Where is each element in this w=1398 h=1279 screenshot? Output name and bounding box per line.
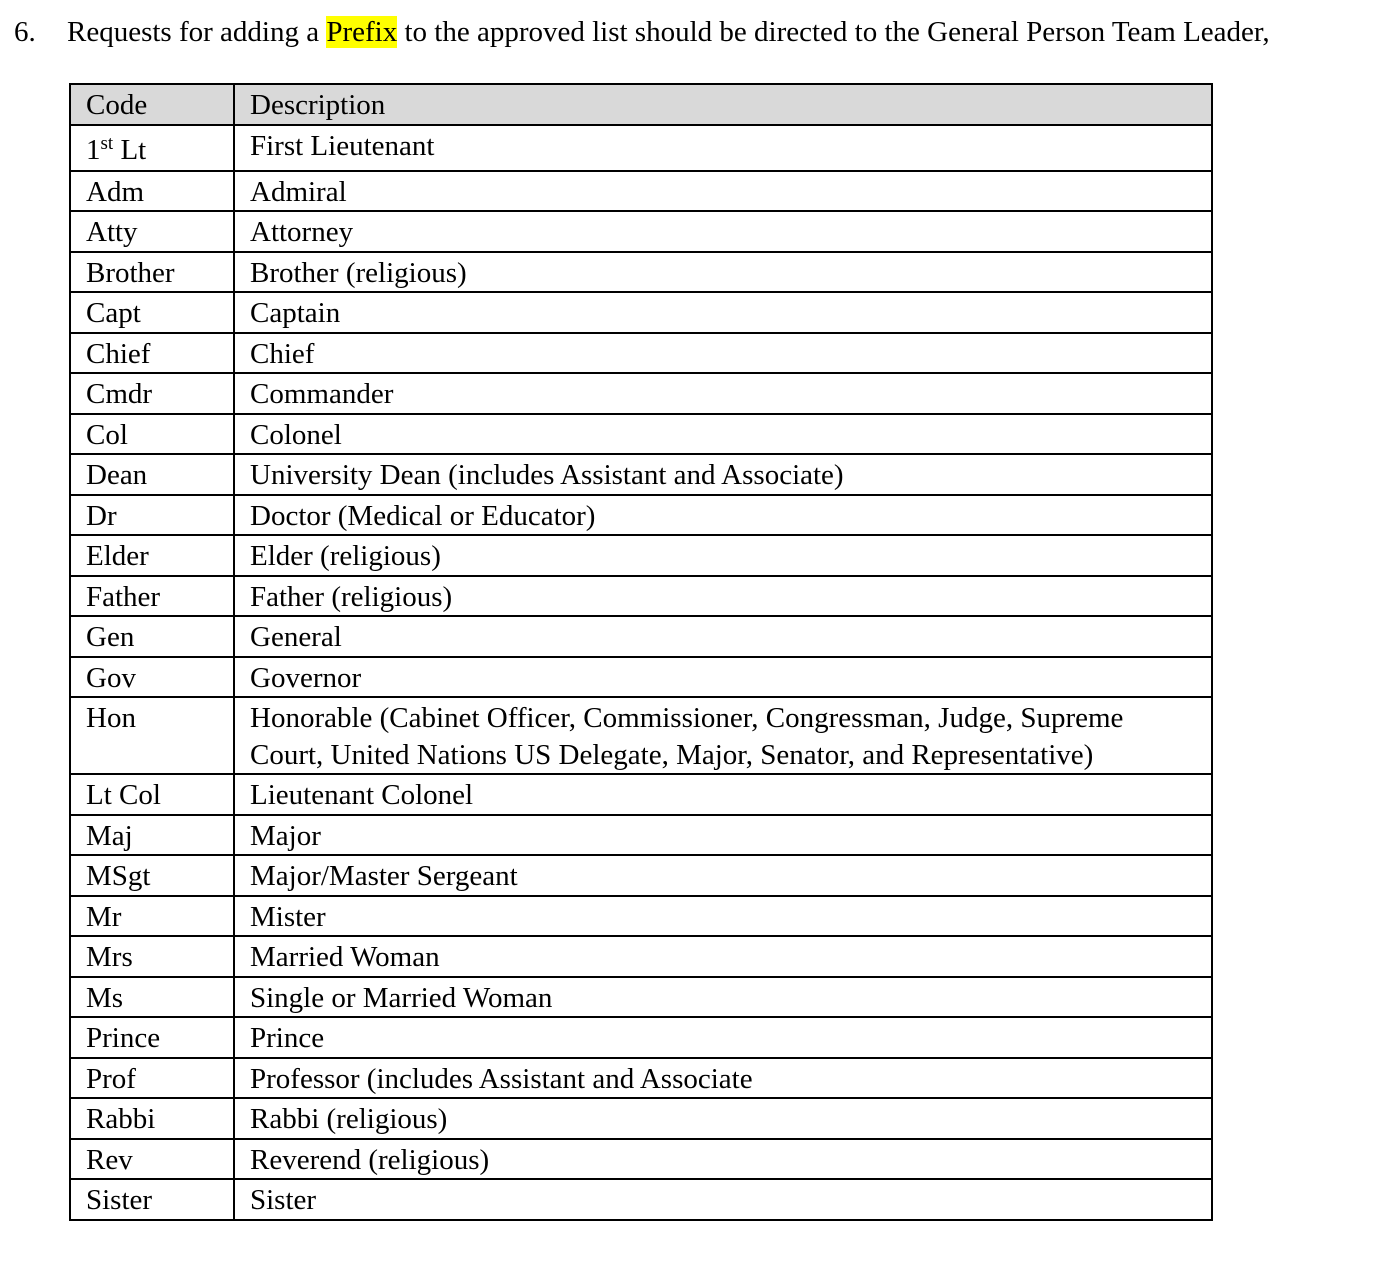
header-description: Description [234,84,1212,125]
description-cell: Doctor (Medical or Educator) [234,495,1212,536]
code-cell: Dr [70,495,234,536]
table-row [70,774,1212,815]
table-row [70,855,1212,896]
code-cell: Elder [70,535,234,576]
code-cell: MSgt [70,855,234,896]
code-cell: Dean [70,454,234,495]
description-cell: Captain [234,292,1212,333]
code-cell: Gov [70,657,234,698]
table-row [70,252,1212,293]
table-row [70,576,1212,617]
code-cell: Rabbi [70,1098,234,1139]
code-cell: Ms [70,977,234,1018]
intro-text-before: Requests for adding a [67,16,327,48]
intro-text-after: to the approved list should be directed to the General Person Team Leader, [397,16,1270,48]
description-cell: Reverend (religious) [234,1139,1212,1180]
code-cell: Cmdr [70,373,234,414]
description-cell: Attorney [234,211,1212,252]
highlighted-term: Prefix [326,16,398,48]
table-row [70,495,1212,536]
description-cell: Professor (includes Assistant and Associate [234,1058,1212,1099]
table-row [70,125,1212,171]
table-row [70,896,1212,937]
code-cell: Sister [70,1179,234,1220]
description-cell: First Lieutenant [234,125,1212,171]
code-cell: Prince [70,1017,234,1058]
table-row [70,815,1212,856]
table-row [70,414,1212,455]
code-cell: Mr [70,896,234,937]
header-code: Code [70,84,234,125]
code-cell: Col [70,414,234,455]
code-cell: Adm [70,171,234,212]
table-row [70,292,1212,333]
table-row [70,454,1212,495]
list-number: 6. [14,16,36,48]
description-cell: Mister [234,896,1212,937]
table-row [70,211,1212,252]
code-superscript: st [100,132,114,154]
description-cell: Chief [234,333,1212,374]
code-cell: Father [70,576,234,617]
description-cell: University Dean (includes Assistant and Associate) [234,454,1212,495]
table-row [70,373,1212,414]
table-row [70,333,1212,374]
table-row [70,657,1212,698]
description-cell: Single or Married Woman [234,977,1212,1018]
description-cell: Married Woman [234,936,1212,977]
table-row [70,697,1212,774]
description-cell: Major [234,815,1212,856]
code-rest: Lt [113,133,147,166]
description-cell: Honorable (Cabinet Officer, Commissioner, Congressman, Judge, Supreme Court, United Nations US Delegate, Major, Senator, and Representative) [234,697,1212,774]
code-cell: Prof [70,1058,234,1099]
description-cell: Governor [234,657,1212,698]
table-row [70,535,1212,576]
description-cell: Sister [234,1179,1212,1220]
table-row [70,1179,1212,1220]
code-cell: Lt Col [70,774,234,815]
table-row [70,616,1212,657]
description-cell: Commander [234,373,1212,414]
intro-paragraph [14,14,1270,50]
code-cell: Maj [70,815,234,856]
description-cell: Elder (religious) [234,535,1212,576]
description-cell: Prince [234,1017,1212,1058]
code-cell: Hon [70,697,234,774]
code-cell: Atty [70,211,234,252]
table-row [70,1017,1212,1058]
description-cell: Major/Master Sergeant [234,855,1212,896]
code-cell: Brother [70,252,234,293]
code-cell: Gen [70,616,234,657]
table-row [70,977,1212,1018]
description-cell: General [234,616,1212,657]
code-cell: Rev [70,1139,234,1180]
description-cell: Colonel [234,414,1212,455]
table-row [70,171,1212,212]
description-cell: Admiral [234,171,1212,212]
code-cell: Chief [70,333,234,374]
description-cell: Father (religious) [234,576,1212,617]
table-row [70,1058,1212,1099]
code-base: 1 [86,133,101,166]
table-body [70,125,1212,1220]
code-cell: Capt [70,292,234,333]
description-cell: Brother (religious) [234,252,1212,293]
table-row [70,1098,1212,1139]
description-cell: Rabbi (religious) [234,1098,1212,1139]
code-cell: Mrs [70,936,234,977]
prefix-table [69,83,1213,1221]
table-row [70,1139,1212,1180]
description-cell: Lieutenant Colonel [234,774,1212,815]
code-cell [70,125,234,171]
table-header-row [70,84,1212,125]
table-row [70,936,1212,977]
